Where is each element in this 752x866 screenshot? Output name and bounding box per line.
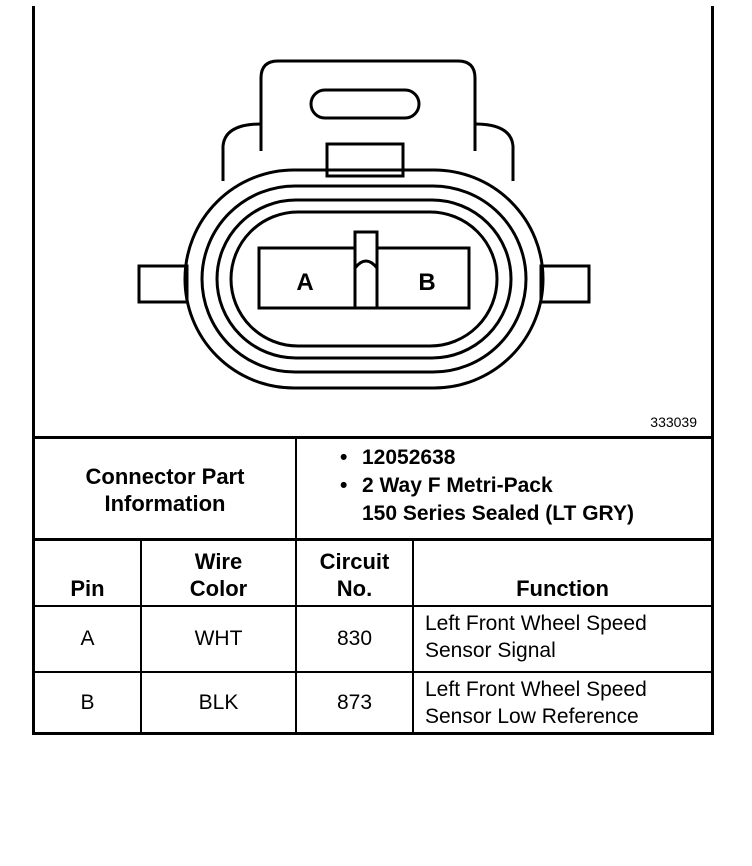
row-a-pin: A: [80, 627, 95, 650]
right-ear: [541, 266, 589, 302]
key-notch: [355, 261, 377, 268]
part-description-line2: 150 Series Sealed (LT GRY): [362, 502, 634, 525]
left-ear: [139, 266, 187, 302]
header-wire-color: Wire Color: [189, 549, 248, 601]
housing-outer: [185, 170, 543, 388]
bullet-icon: •: [340, 446, 348, 469]
part-info-label-line1: Connector Part: [85, 464, 245, 489]
diagram-frame: [32, 6, 714, 735]
row-a-wire: WHT: [194, 627, 243, 650]
row-b-pin: B: [80, 691, 95, 714]
pin-b-label: B: [418, 269, 436, 296]
rule-top: [35, 436, 711, 439]
header-circuit-no: Circuit No.: [319, 549, 390, 601]
latch-tab: [261, 61, 475, 151]
part-description-line1: 2 Way F Metri-Pack: [362, 474, 553, 497]
row-b-wire: BLK: [198, 691, 239, 714]
left-shoulder: [223, 124, 261, 181]
part-description-item: [340, 472, 634, 500]
part-number: 12052638: [362, 446, 456, 469]
rule-mid: [35, 538, 711, 541]
part-info-label-line2: Information: [104, 491, 226, 516]
header-function: Function: [516, 576, 609, 601]
part-info-label: [35, 442, 295, 538]
row-b-circuit: 873: [336, 691, 373, 714]
part-info-values: [340, 444, 634, 528]
center-key: [355, 232, 377, 308]
divider-part-info: [295, 438, 297, 540]
row-a-function: Left Front Wheel Speed Sensor Signal: [425, 612, 647, 662]
bullet-icon: •: [340, 474, 348, 497]
row-b-function: Left Front Wheel Speed Sensor Low Reference: [425, 678, 647, 728]
latch-slot: [311, 90, 419, 118]
right-shoulder: [475, 124, 513, 181]
pin-a-label: A: [296, 269, 314, 296]
figure-number: 333039: [650, 414, 697, 430]
row-a-circuit: 830: [336, 627, 373, 650]
part-number-item: [340, 444, 634, 472]
header-pin: Pin: [70, 576, 105, 601]
connector-illustration: [35, 6, 711, 438]
